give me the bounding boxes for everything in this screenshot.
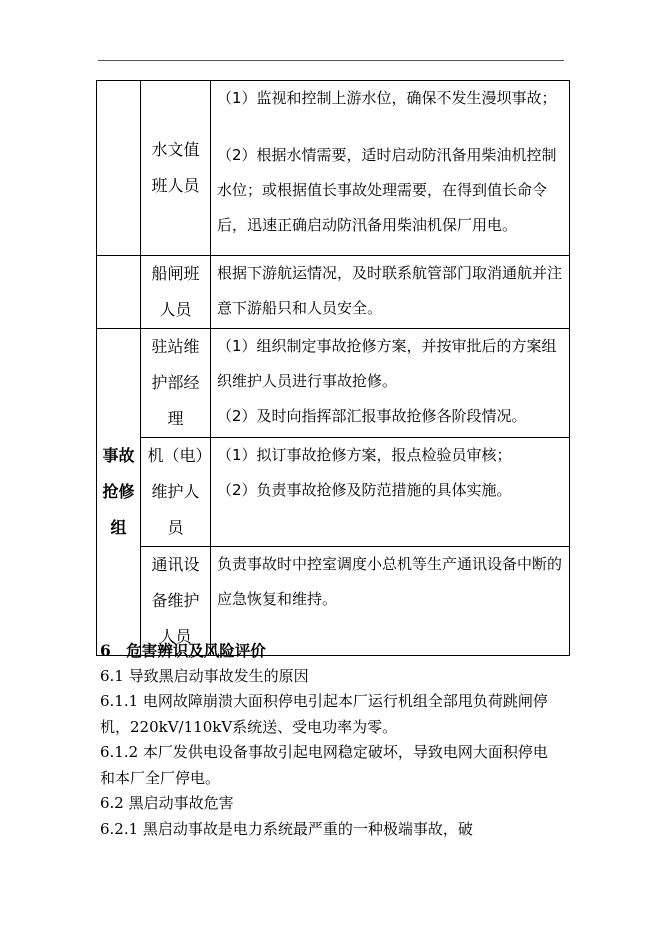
duty-line: （1）监视和控制上游水位，确保不发生漫坝事故；: [217, 89, 557, 107]
table-row: [97, 256, 570, 329]
duty-line: （1）组织制定事故抢修方案，并按审批后的方案组织维护人员进行事故抢修。: [217, 337, 557, 390]
duty-line: （2）根据水情需要，适时启动防汛备用柴油机控制水位；或根据值长事故处理需要，在得到值长命令后，迅速正确启动防汛备用柴油机保厂用电。: [217, 146, 557, 234]
duty-line: （2）负责事故抢修及防范措施的具体实施。: [217, 481, 512, 499]
duty-cell: [211, 81, 570, 256]
group-cell: 事故抢修组: [97, 329, 141, 656]
table-row: [97, 438, 570, 547]
subsection-heading: 6.1 导致黑启动事故发生的原因: [100, 666, 309, 685]
table-row: [97, 329, 570, 438]
subsection-heading: 6.2 黑启动事故危害: [100, 794, 234, 812]
group-cell: [97, 81, 141, 256]
group-cell: [97, 256, 141, 329]
responsibility-table: [96, 80, 570, 656]
duty-line: 根据下游航运情况，及时联系航管部门取消通航并注意下游船只和人员安全。: [217, 264, 563, 317]
header-rule: [98, 60, 564, 61]
table-row: [97, 81, 570, 256]
section-heading: 6 危害辨识及风险评价: [100, 641, 266, 660]
duty-cell: [211, 256, 570, 329]
role-cell: 驻站维护部经理: [141, 329, 211, 438]
section-body: [100, 638, 550, 842]
paragraph: 6.1.1 电网故障崩溃大面积停电引起本厂运行机组全部甩负荷跳闸停机，220kV/110kV系统送、受电功率为零。: [100, 692, 548, 736]
paragraph: 6.1.2 本厂发供电设备事故引起电网稳定破坏，导致电网大面积停电和本厂全厂停电。: [100, 743, 548, 787]
duty-line: 负责事故时中控室调度小总机等生产通讯设备中断的应急恢复和维持。: [217, 555, 563, 608]
role-cell: 水文值班人员: [141, 81, 211, 256]
paragraph: 6.2.1 黑启动事故是电力系统最严重的一种极端事故，破: [100, 819, 473, 838]
duty-line: （2）及时向指挥部汇报事故抢修各阶段情况。: [217, 407, 527, 425]
duty-cell: [211, 438, 570, 547]
role-cell: 机（电）维护人员: [141, 438, 211, 547]
role-cell: 船闸班人员: [141, 256, 211, 329]
duty-cell: [211, 329, 570, 438]
duty-line: （1）拟订事故抢修方案，报点检验员审核；: [217, 446, 512, 464]
role-cell: 通讯设备维护人员: [141, 547, 211, 656]
